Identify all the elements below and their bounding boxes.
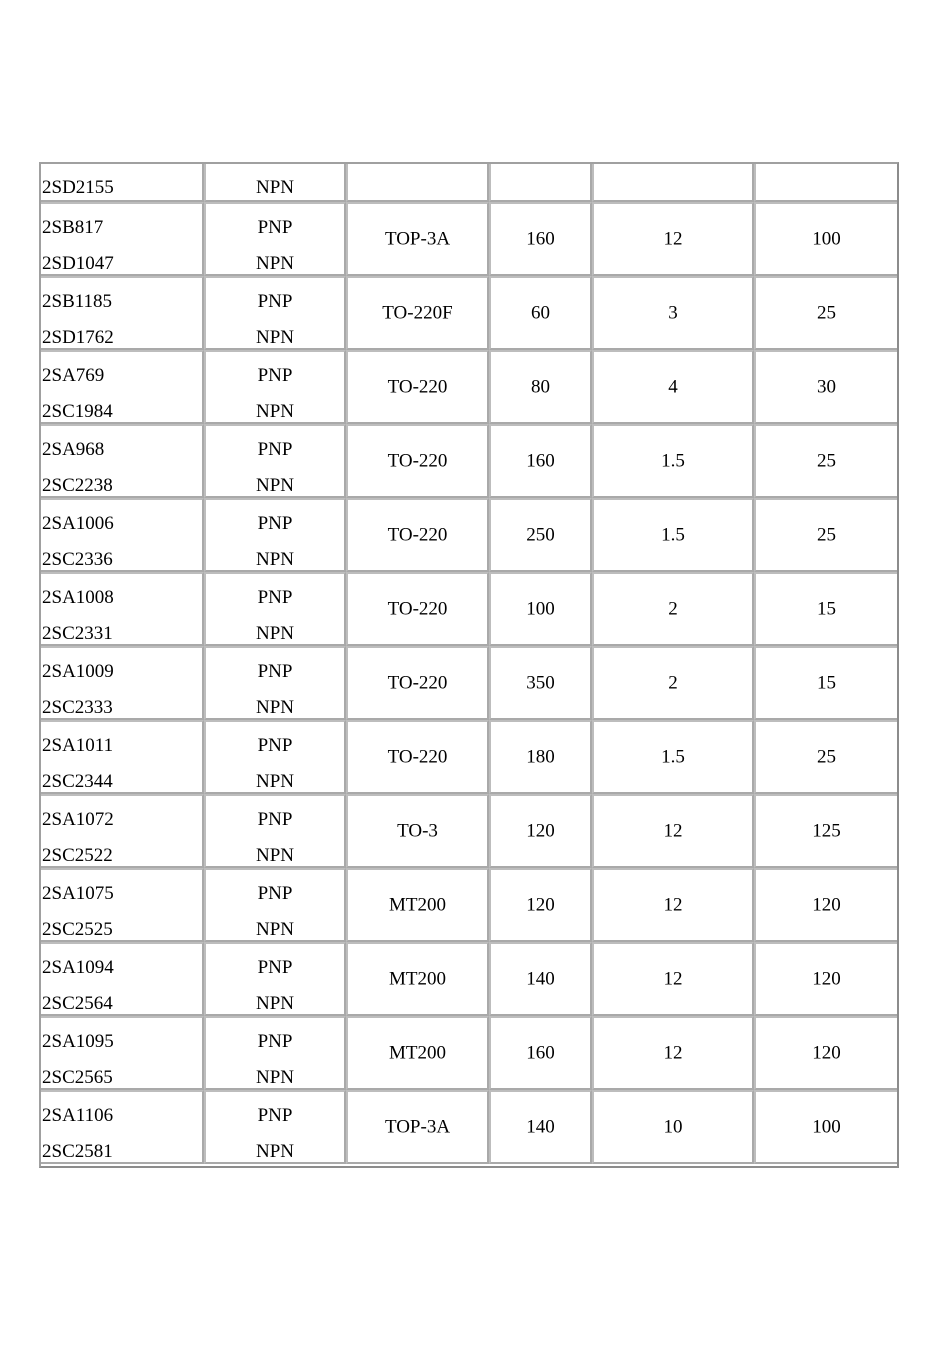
current-value: 12 — [663, 820, 683, 842]
power-cell — [754, 646, 899, 720]
current-cell — [592, 1016, 754, 1090]
part-number-cell — [39, 720, 204, 794]
polarity: NPN — [255, 919, 294, 940]
package-value: MT200 — [389, 894, 446, 916]
part-number: 2SA1106 — [42, 1105, 114, 1126]
polarity: PNP — [257, 809, 293, 830]
power-value: 100 — [812, 228, 841, 250]
transistor-table — [39, 162, 899, 1168]
polarity: PNP — [257, 439, 293, 460]
package-cell — [346, 424, 489, 498]
voltage-cell — [489, 868, 592, 942]
package-cell — [346, 572, 489, 646]
polarity-cell — [204, 646, 346, 720]
package-cell — [346, 646, 489, 720]
power-cell — [754, 276, 899, 350]
part-number: 2SC2331 — [42, 623, 113, 644]
part-number: 2SA1006 — [42, 513, 114, 534]
package-cell — [346, 868, 489, 942]
part-number: 2SA1008 — [42, 587, 114, 608]
polarity-cell — [204, 720, 346, 794]
current-value: 1.5 — [661, 450, 685, 472]
current-value: 2 — [668, 672, 678, 694]
polarity-cell — [204, 276, 346, 350]
part-number: 2SC2333 — [42, 697, 113, 718]
part-number: 2SC2564 — [42, 993, 113, 1014]
power-value: 25 — [817, 450, 836, 472]
part-number-cell — [39, 646, 204, 720]
power-cell — [754, 1016, 899, 1090]
current-cell — [592, 350, 754, 424]
polarity: NPN — [255, 475, 294, 496]
current-cell — [592, 1090, 754, 1164]
current-value: 12 — [663, 968, 683, 990]
power-cell — [754, 942, 899, 1016]
current-cell — [592, 942, 754, 1016]
package-cell — [346, 1090, 489, 1164]
part-number-cell — [39, 1016, 204, 1090]
part-number-cell — [39, 202, 204, 276]
power-cell — [754, 868, 899, 942]
part-number: 2SD2155 — [42, 177, 114, 198]
power-cell — [754, 162, 899, 202]
part-number-cell — [39, 276, 204, 350]
polarity-cell — [204, 350, 346, 424]
power-cell — [754, 572, 899, 646]
power-value: 25 — [817, 746, 836, 768]
polarity-cell — [204, 942, 346, 1016]
polarity: PNP — [257, 1031, 293, 1052]
polarity: NPN — [255, 623, 294, 644]
current-value: 3 — [668, 302, 678, 324]
part-number: 2SA968 — [42, 439, 105, 460]
current-value: 1.5 — [661, 746, 685, 768]
power-value: 120 — [812, 894, 841, 916]
power-value: 125 — [812, 820, 841, 842]
power-value: 100 — [812, 1116, 841, 1138]
voltage-value: 120 — [526, 820, 555, 842]
current-cell — [592, 162, 754, 202]
package-cell — [346, 276, 489, 350]
polarity: PNP — [257, 1105, 293, 1126]
power-value: 25 — [817, 524, 836, 546]
voltage-cell — [489, 162, 592, 202]
package-cell — [346, 1016, 489, 1090]
power-cell — [754, 794, 899, 868]
power-cell — [754, 498, 899, 572]
polarity-cell — [204, 794, 346, 868]
polarity: NPN — [255, 993, 294, 1014]
current-cell — [592, 720, 754, 794]
current-cell — [592, 498, 754, 572]
voltage-cell — [489, 350, 592, 424]
package-cell — [346, 162, 489, 202]
current-value: 2 — [668, 598, 678, 620]
polarity: NPN — [255, 401, 294, 422]
voltage-value: 80 — [531, 376, 550, 398]
part-number: 2SA1075 — [42, 883, 114, 904]
voltage-cell — [489, 276, 592, 350]
power-cell — [754, 424, 899, 498]
current-cell — [592, 572, 754, 646]
voltage-cell — [489, 572, 592, 646]
power-value: 120 — [812, 1042, 841, 1064]
current-cell — [592, 794, 754, 868]
power-value: 25 — [817, 302, 836, 324]
voltage-cell — [489, 646, 592, 720]
package-cell — [346, 942, 489, 1016]
part-number: 2SC2525 — [42, 919, 113, 940]
polarity: NPN — [255, 177, 294, 198]
polarity: NPN — [255, 1067, 294, 1088]
part-number-cell — [39, 162, 204, 202]
part-number: 2SA1094 — [42, 957, 114, 978]
power-cell — [754, 720, 899, 794]
polarity: NPN — [255, 771, 294, 792]
part-number: 2SC2238 — [42, 475, 113, 496]
part-number: 2SA1095 — [42, 1031, 114, 1052]
polarity: NPN — [255, 1141, 294, 1162]
package-value: TO-220F — [382, 302, 453, 324]
polarity: PNP — [257, 291, 293, 312]
package-cell — [346, 202, 489, 276]
polarity: PNP — [257, 661, 293, 682]
current-cell — [592, 202, 754, 276]
current-value: 12 — [663, 228, 683, 250]
part-number: 2SA1009 — [42, 661, 114, 682]
part-number: 2SA769 — [42, 365, 105, 386]
voltage-cell — [489, 794, 592, 868]
voltage-value: 140 — [526, 1116, 555, 1138]
part-number-cell — [39, 350, 204, 424]
current-cell — [592, 276, 754, 350]
voltage-value: 160 — [526, 1042, 555, 1064]
voltage-cell — [489, 720, 592, 794]
current-value: 4 — [668, 376, 678, 398]
package-value: TO-220 — [387, 598, 448, 620]
package-cell — [346, 794, 489, 868]
power-cell — [754, 350, 899, 424]
current-value: 12 — [663, 894, 683, 916]
voltage-value: 350 — [526, 672, 555, 694]
power-value: 15 — [817, 672, 836, 694]
polarity: PNP — [257, 513, 293, 534]
current-cell — [592, 646, 754, 720]
polarity-cell — [204, 162, 346, 202]
polarity: PNP — [257, 587, 293, 608]
part-number: 2SC2336 — [42, 549, 113, 570]
voltage-value: 100 — [526, 598, 555, 620]
current-cell — [592, 424, 754, 498]
power-cell — [754, 1090, 899, 1164]
current-value: 1.5 — [661, 524, 685, 546]
voltage-cell — [489, 1016, 592, 1090]
polarity: PNP — [257, 735, 293, 756]
power-value: 30 — [817, 376, 836, 398]
voltage-value: 120 — [526, 894, 555, 916]
part-number-cell — [39, 942, 204, 1016]
current-cell — [592, 868, 754, 942]
voltage-cell — [489, 498, 592, 572]
power-cell — [754, 202, 899, 276]
package-value: TO-220 — [387, 672, 448, 694]
voltage-value: 140 — [526, 968, 555, 990]
package-cell — [346, 350, 489, 424]
polarity-cell — [204, 498, 346, 572]
package-value: TO-3 — [397, 820, 438, 842]
polarity: NPN — [255, 253, 294, 274]
polarity: NPN — [255, 549, 294, 570]
power-value: 120 — [812, 968, 841, 990]
polarity-cell — [204, 868, 346, 942]
voltage-value: 250 — [526, 524, 555, 546]
part-number-cell — [39, 572, 204, 646]
part-number: 2SC2344 — [42, 771, 113, 792]
polarity-cell — [204, 424, 346, 498]
polarity: NPN — [255, 327, 294, 348]
package-value: TO-220 — [387, 524, 448, 546]
package-cell — [346, 720, 489, 794]
part-number: 2SC2522 — [42, 845, 113, 866]
polarity: PNP — [257, 365, 293, 386]
part-number: 2SD1047 — [42, 253, 114, 274]
current-value: 12 — [663, 1042, 683, 1064]
package-cell — [346, 498, 489, 572]
part-number: 2SA1011 — [42, 735, 114, 756]
polarity: PNP — [257, 883, 293, 904]
part-number: 2SC1984 — [42, 401, 113, 422]
package-value: TO-220 — [387, 746, 448, 768]
part-number-cell — [39, 1090, 204, 1164]
voltage-cell — [489, 424, 592, 498]
package-value: MT200 — [389, 968, 446, 990]
package-value: TO-220 — [387, 376, 448, 398]
polarity-cell — [204, 572, 346, 646]
voltage-cell — [489, 1090, 592, 1164]
package-value: TOP-3A — [384, 228, 451, 250]
polarity: PNP — [257, 957, 293, 978]
voltage-value: 160 — [526, 228, 555, 250]
part-number: 2SC2581 — [42, 1141, 113, 1162]
part-number-cell — [39, 498, 204, 572]
polarity-cell — [204, 1016, 346, 1090]
polarity-cell — [204, 202, 346, 276]
current-value: 10 — [663, 1116, 683, 1138]
voltage-cell — [489, 942, 592, 1016]
package-value: MT200 — [389, 1042, 446, 1064]
part-number: 2SB817 — [42, 217, 104, 238]
package-value: TO-220 — [387, 450, 448, 472]
part-number: 2SB1185 — [42, 291, 113, 312]
part-number-cell — [39, 868, 204, 942]
part-number: 2SC2565 — [42, 1067, 113, 1088]
voltage-value: 180 — [526, 746, 555, 768]
voltage-cell — [489, 202, 592, 276]
polarity-cell — [204, 1090, 346, 1164]
voltage-value: 160 — [526, 450, 555, 472]
package-value: TOP-3A — [384, 1116, 451, 1138]
part-number-cell — [39, 424, 204, 498]
power-value: 15 — [817, 598, 836, 620]
polarity: PNP — [257, 217, 293, 238]
polarity: NPN — [255, 697, 294, 718]
part-number: 2SA1072 — [42, 809, 114, 830]
polarity: NPN — [255, 845, 294, 866]
voltage-value: 60 — [531, 302, 550, 324]
part-number: 2SD1762 — [42, 327, 114, 348]
part-number-cell — [39, 794, 204, 868]
